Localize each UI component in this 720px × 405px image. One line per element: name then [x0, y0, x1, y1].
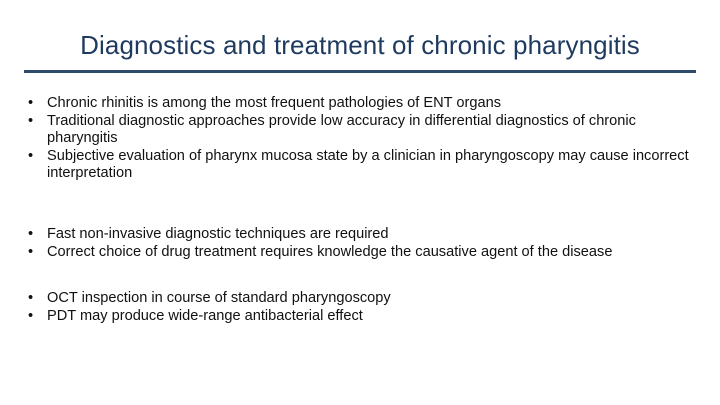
bullet-item: • Correct choice of drug treatment requires knowledge the causative agent of the disease [26, 244, 706, 262]
bullet-group-solutions [26, 290, 706, 325]
bullet-item: • Subjective evaluation of pharynx mucosa state by a clinician in pharyngoscopy may cause incorrect interpretation [26, 148, 706, 183]
bullet-item: • Chronic rhinitis is among the most frequent pathologies of ENT organs [26, 95, 706, 113]
slide-title: Diagnostics and treatment of chronic pharyngitis [80, 30, 640, 60]
bullet-item: • OCT inspection in course of standard pharyngoscopy [26, 290, 706, 308]
title-underline [24, 70, 696, 73]
bullet-item: • PDT may produce wide-range antibacterial effect [26, 308, 706, 326]
bullet-group-requirements [26, 226, 706, 261]
bullet-group-problems [26, 95, 706, 183]
bullet-item: • Fast non-invasive diagnostic techniques are required [26, 226, 706, 244]
bullet-item: • Traditional diagnostic approaches provide low accuracy in differential diagnostics of chronic pharyngitis [26, 113, 706, 148]
